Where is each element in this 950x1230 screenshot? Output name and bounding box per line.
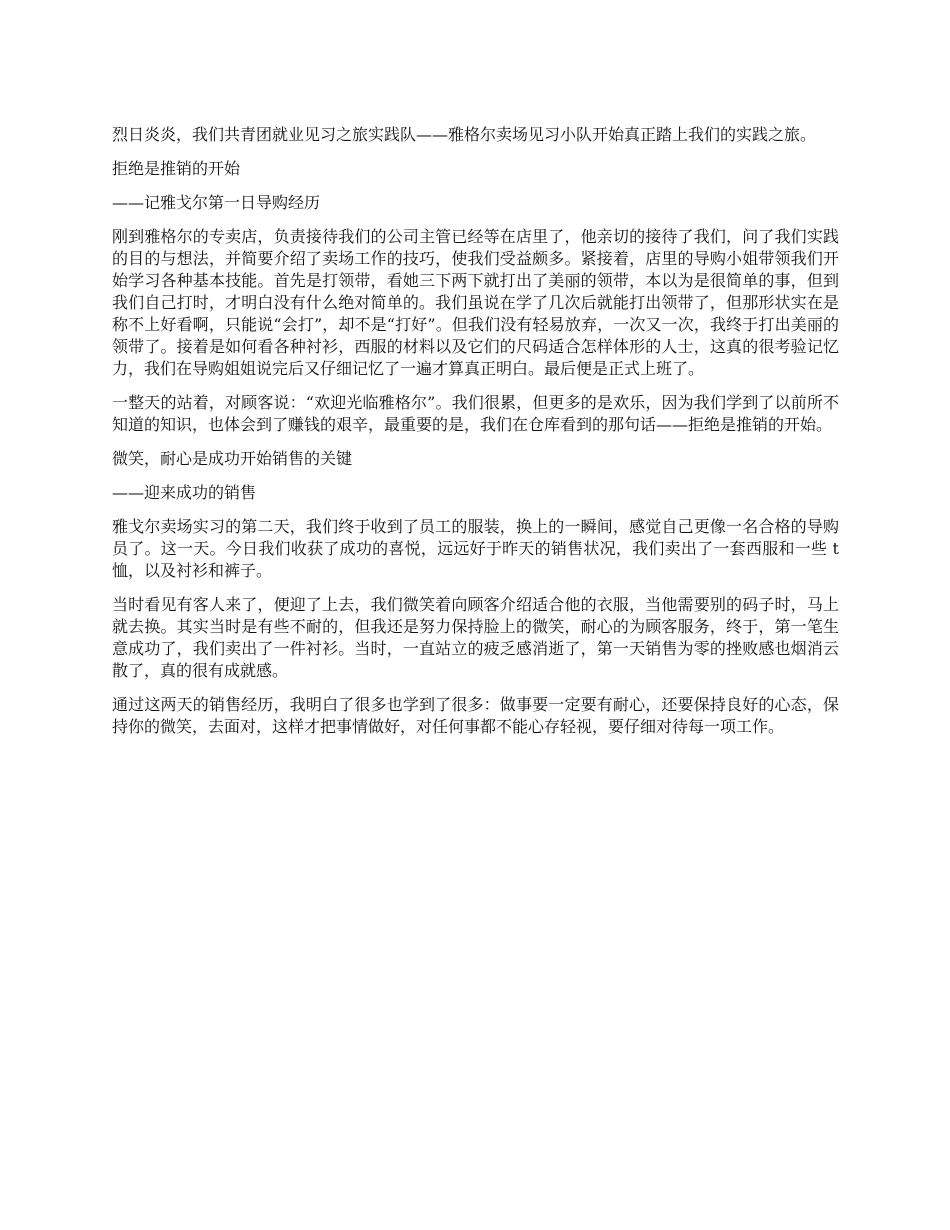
section-1-paragraph-1: 刚到雅格尔的专卖店，负责接待我们的公司主管已经等在店里了，他亲切的接待了我们，问了我们实践的目的与想法，并简要介绍了卖场工作的技巧，使我们受益颇多。紧接着，店里的导购小姐带领我们开始学习各种基本技能。首先是打领带，看她三下两下就打出了美丽的领带，本以为是很简单的事，但到我们自己打时，才明白没有什么绝对简单的。我们虽说在学了几次后就能打出领带了，但那形状实在是称不上好看啊，只能说“会打”，却不是“打好”。但我们没有轻易放弃，一次又一次，我终于打出美丽的领带了。接着是如何看各种衬衫，西服的材料以及它们的尺码适合怎样体形的人士，这真的很考验记忆力，我们在导购姐姐说完后又仔细记忆了一遍才算真正明白。最后便是正式上班了。 — [112, 227, 839, 378]
section-2-paragraph-2: 当时看见有客人来了，便迎了上去，我们微笑着向顾客介绍适合他的衣服，当他需要别的码子时，马上就去换。其实当时是有些不耐的，但我还是努力保持脸上的微笑，耐心的为顾客服务，终于，第一笔生意成功了，我们卖出了一件衬衫。当时，一直站立的疲乏感消逝了，第一天销售为零的挫败感也烟消云散了，真的很有成就感。 — [112, 595, 839, 680]
section-2-paragraph-1: 雅戈尔卖场实习的第二天，我们终于收到了员工的服装，换上的一瞬间，感觉自己更像一名合格的导购员了。这一天。今日我们收获了成功的喜悦，远远好于昨天的销售状况，我们卖出了一套西服和一些 t 恤，以及衬衫和裤子。 — [112, 517, 839, 580]
conclusion-paragraph: 通过这两天的销售经历，我明白了很多也学到了很多：做事要一定要有耐心，还要保持良好的心态，保持你的微笑，去面对，这样才把事情做好，对任何事都不能心存轻视，要仔细对待每一项工作。 — [112, 695, 839, 736]
section-1-subtitle: ——记雅戈尔第一日导购经历 — [112, 193, 321, 212]
intro-paragraph: 烈日炎炎，我们共青团就业见习之旅实践队——雅格尔卖场见习小队开始真正踏上我们的实践之旅。 — [112, 125, 817, 144]
section-1-paragraph-2: 一整天的站着，对顾客说：“欢迎光临雅格尔”。我们很累，但更多的是欢乐，因为我们学到了以前所不知道的知识，也体会到了赚钱的艰辛，最重要的是，我们在仓库看到的那句话——拒绝是推销的开始。 — [112, 393, 839, 434]
document-page — [112, 124, 839, 750]
section-1-title: 拒绝是推销的开始 — [112, 159, 241, 178]
section-2-title: 微笑，耐心是成功开始销售的关键 — [112, 449, 353, 468]
section-2-subtitle: ——迎来成功的销售 — [112, 483, 257, 502]
